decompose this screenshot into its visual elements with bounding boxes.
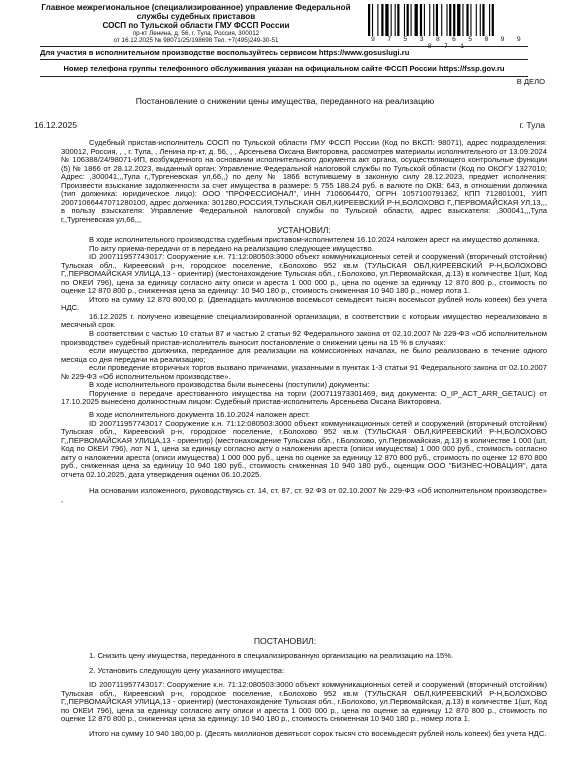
resolution-item: ID 20071195774З017: Сооружение к.н. 71:12:080503:3000 объект коммуникационных сетей и сооружений (вторичный отстойник) Тульская обл., Киреевский р-н, городское поселение, г.Болохово 952 кв.м (ТУЛЬСКАЯ ОБЛ,КИРЕЕВСКИЙ Р-Н,БОЛОХОВО Г,,ПЕРВОМАЙСКАЯ УЛИЦА,13 - ориентир) (местонахождение Тульская обл., г.Болохово, ул.Первомайская, д.13) в количестве 1(шт, Код по ОКЕИ 796), цена за единицу согласно акту описи и ареста 1 000 000 р., цена по оценке за единицу 12 870 800 р., стоимость по оценке 12 870 800 р., сниженная цена за единицу: 10 940 180 р., стоимость сниженная 10 940 180 р., номер лота 1.: [61, 680, 547, 724]
resolution-item: 1. Снизить цену имущества, переданного в специализированную организацию на реализацию на 15%.: [89, 651, 454, 660]
document-city: г. Тула: [519, 120, 545, 130]
ustanovil-heading: УСТАНОВИЛ:: [277, 225, 331, 236]
paragraph: если проведение вторичных торгов вызвано причинами, указанными в пунктах 1-3 статьи 91 Федерального закона от 02.10.2007 № 229-ФЗ «Об исполнительном производстве».: [61, 363, 547, 381]
issuer-address: пр-кт Ленина, д. 56, г. Тула, Россия, 300012: [132, 30, 260, 38]
paragraph: Поручение о передаче арестованного имущества на торги (200711973301469, вид документа: O_IP_ACT_ARR_GETAUC) от 17.10.2025 вынесено должностным лицом: Судебный пристав-исполнитель Арсеньева Оксана Викторовна.: [61, 388, 547, 407]
paragraph: ID 20071195774З017 Сооружение к.н. 71:12:080503:3000 объект коммуникационных сетей и сооружений (вторичный отстойник) Тульская обл., Киреевский р-н, городское поселение, г.Болохово 952 кв.м (ТУЛЬСКАЯ ОБЛ,КИРЕЕВСКИЙ Р-Н,БОЛОХОВО Г,,ПЕРВОМАЙСКАЯ УЛИЦА,13 - ориентир) (местонахождение Тульская обл., г.Болохово, ул.Первомайская, д.13) в количестве 1 000 (шт, Код по ОКЕИ 796), лот N 1, цена за единицу согласно акту о наложении ареста (описи имущества) 1 000 000 руб., стоимость согласно акту о наложении ареста (описи имущества) 1 000 000 руб., цена по оценке за единицу 12 870 800 руб., стоимость по оценке 12 870 800 руб., сниженная цена за единицу 10 940 180 руб., стоимость сниженная 10 940 180 руб., оценщик ООО "БИЗНЕС-НОВАЦИЯ", дата отчета 02.10.2025, дата утверждения оценки 06.10.2025.: [61, 418, 547, 479]
postanovil-heading: ПОСТАНОВИЛ:: [253, 636, 317, 646]
paragraph: В ходе исполнительного производства судебным приставом-исполнителем 16.10.2024 наложен арест на имущество должника.: [89, 235, 540, 245]
resolution-item: 2. Установить следующую цену указанного имущества:: [89, 665, 285, 675]
document-date: 16.12.2025: [34, 120, 78, 130]
document-title: Постановление о снижении цены имущества, переданного на реализацию: [135, 96, 435, 106]
issuer-line-2: службы судебных приставов: [136, 12, 256, 22]
issuer-line-1: Главное межрегиональное (специализированное) управление Федеральной: [41, 3, 351, 12]
paragraph: На основании изложенного, руководствуясь ст. 14, ст. 87, ст. 92 ФЗ от 02.10.2007 № 229-ФЗ «Об исполнительном производстве» ,: [61, 486, 547, 504]
issuer-doc-ref: от 16.12.2025 № 98071/25/198698 Тел. +7(495)249-30-51: [113, 37, 279, 45]
resolution-total: Итого на сумму 10 940 180,00 р. (Десять миллионов девятьсот сорок тысяч сто восемьдесят рублей ноль копеек) без учета НДС.: [89, 728, 547, 738]
file-mark: В ДЕЛО: [516, 77, 545, 86]
resolution-body: [61, 652, 547, 738]
issuer-line-3: СОСП по Тульской области ГМУ ФССП России: [102, 21, 290, 31]
gosuslugi-notice: Для участия в исполнительном производстве воспользуйтесь сервисом https://www.gosuslugi.ru: [40, 46, 528, 60]
document-body: [61, 139, 547, 504]
barcode-number: 9 7 5 3 8 6 5 8 9 9 8 7 1: [371, 36, 525, 50]
issuer-header: [40, 3, 352, 44]
paragraph: По акту приема-передачи от в передано на реализацию следующее имущество.: [89, 243, 374, 253]
paragraph: Итого на сумму 12 870 800,00 р. (Двенадцать миллионов восемьсот семьдесят тысяч восемьсот рублей ноль копеек) без учета НДС.: [61, 294, 547, 313]
paragraph: если имущество должника, переданное для реализации на комиссионных началах, не было реализовано в течение одного месяца со дня передачи на реализацию;: [61, 346, 547, 364]
paragraph: В ходе исполнительного производства были вынесены (поступили) документы:: [89, 380, 370, 390]
paragraph: В соответствии с частью 10 статьи 87 и частью 2 статьи 92 Федерального закона от 02.10.2007 № 229-ФЗ «Об исполнительном производстве» судебный пристав-исполнитель выносит постановление о снижении цены на 15 % в случаях:: [61, 329, 547, 347]
paragraph: ID 20071195774З017: Сооружение к.н. 71:12:080503:3000 объект коммуникационных сетей и сооружений (вторичный отстойник) Тульская обл., Киреевский р-н, городское поселение, г.Болохово 952 кв.м (ТУЛЬСКАЯ ОБЛ,КИРЕЕВСКИЙ Р-Н,БОЛОХОВО Г,,ПЕРВОМАЙСКАЯ УЛИЦА,13 - ориентир) (местонахождение Тульская обл., г.Болохово, ул.Первомайская, д.13) в количестве 1(шт, Код по ОКЕИ 796), цена за единицу согласно акту описи и ареста 1 000 000 р., цена по оценке за единицу 12 870 800 р., стоимость по оценке 12 870 800 р., сниженная цена за единицу: 10 940 180 р., стоимость сниженная 10 940 180 р., номер лота 1.: [61, 252, 547, 296]
paragraph: 16.12.2025 г. получено извещение специализированной организации, в соответствии с которым имущество нереализовано в месячный срок.: [61, 311, 547, 330]
intro-paragraph: Судебный пристав-исполнитель СОСП по Тульской области ГМУ ФССП России (Код по ВКСП: 98071), адрес подразделения: 300012, Россия, , , г. Тула, , Ленина пр-кт, д. 56, , , Арсеньева Оксана Викторовна, рассмотрев материалы исполнительного от 13.09.2024 № 106388/24/98071-ИП, возбужденного на основании исполнительного документа акт органа, осуществляющего контрольные функции (5) № 1866 от 28.12.2023, выданный орган: Управление Федеральной налоговой службы по Тульской области (Код по ОКОГУ 1327010; Адрес: ,300041,,,Тула г,,Тургеневская ул,66,,) по делу № 1866 вступившему в законную силу 28.12.2023, предмет исполнения: Произвести взыскание задолженности за счет имущества в размере: 5 755 188.24 руб. в валюте по ОКВ: 643, в отношении должника (тип должника: юридическое лицо): ООО "ПРОФЕССИОНАЛ", ИНН 7106064470, ОГРН 1057100791362, КПП 712801001, УИП 20071066447071280100, адрес должника: 301280,РОССИЯ,ТУЛЬСКАЯ ОБЛ,КИРЕЕВСКИЙ Р-Н,БОЛОХОВО Г,,ПЕРВОМАЙСКАЯ УЛ,13,,, в пользу взыскателя: Управление Федеральной налоговой службы по Тульской области, адрес взыскателя: ,300041,,,Тула г,,Тургеневская ул,66,,,: [61, 138, 547, 224]
fssp-phone-notice: Номер телефона группы телефонного обслуживания указан на официальном сайте ФССП России https://fssp.gov.ru: [40, 63, 528, 77]
barcode: [368, 4, 528, 36]
paragraph: В ходе исполнительного документа 16.10.2024 наложен арест.: [89, 409, 311, 419]
